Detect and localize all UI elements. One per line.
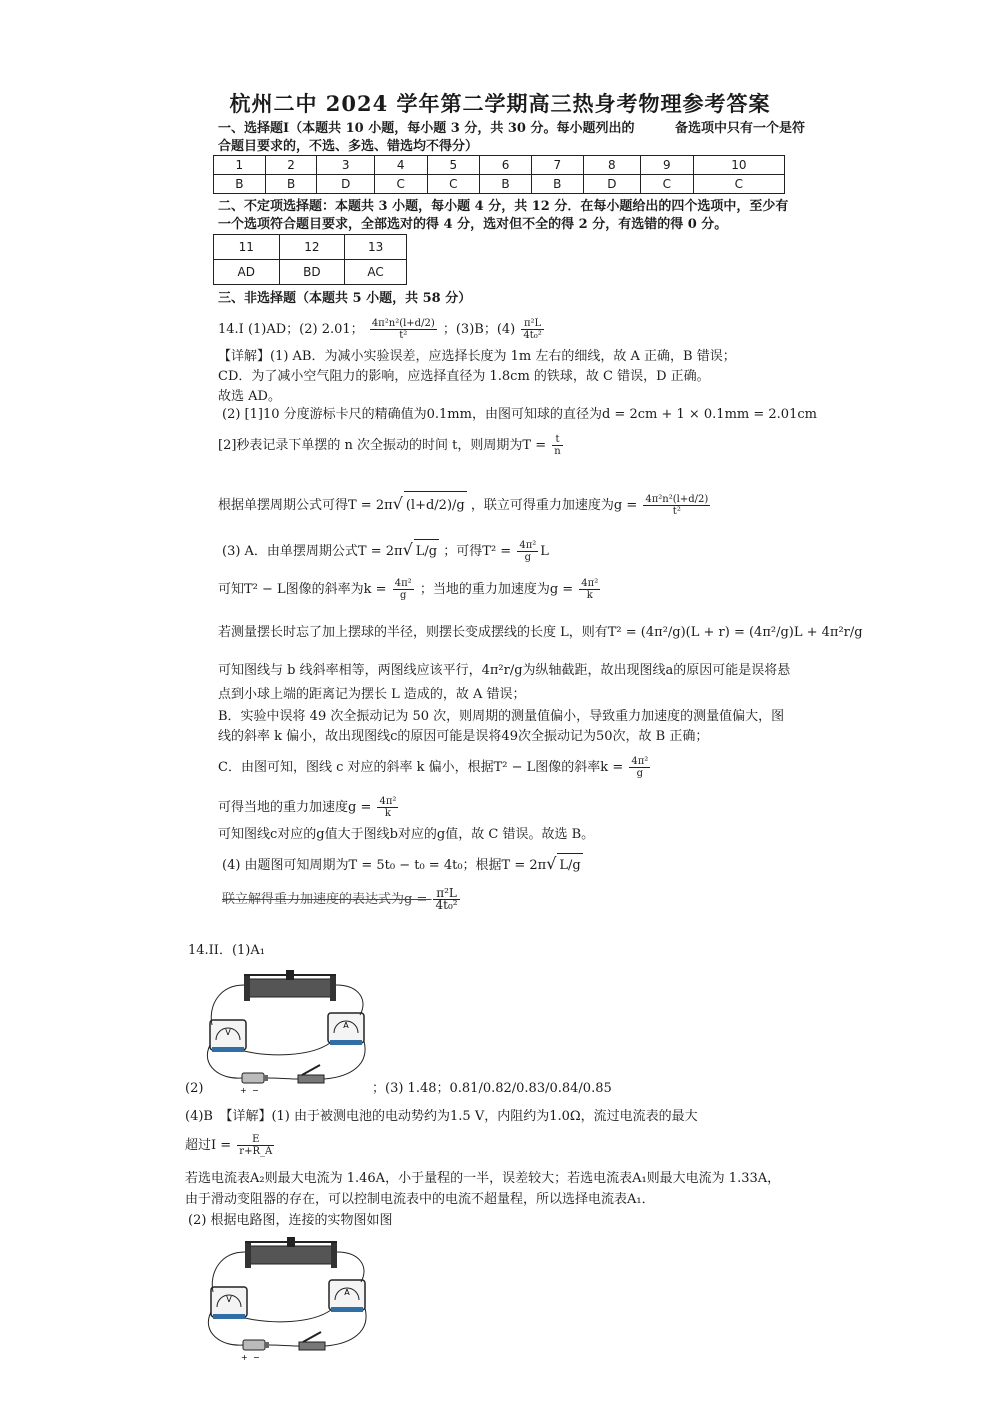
q14i-d6-text-a: 根据单摆周期公式可得T = 2π <box>218 498 393 513</box>
q14i-d8-fraction: $\frac{\text{4π²}}{g}$ <box>394 578 412 601</box>
sec1-heading-b: 备选项中只有一个是符 <box>675 121 806 136</box>
sec1-answer: B <box>480 175 532 194</box>
rheostat-icon <box>244 970 336 1001</box>
q14i-d8-text-a: 可知T² − L图像的斜率为k = <box>218 582 391 597</box>
sec1-number: 7 <box>531 156 583 175</box>
q14ii-detail-2 <box>185 1134 276 1157</box>
q14i-detail-15 <box>218 796 400 820</box>
switch-icon <box>299 1332 325 1350</box>
sec1-number: 6 <box>480 156 532 175</box>
q14i-d8-fraction-2: $\frac{\text{4π²}}{k}$ <box>581 578 599 601</box>
q14i-detail-9: 若测量摆长时忘了加上摆球的半径，则摆长变成摆线的长度 L，则有T² = (4π²/g)(L + r) = (4π²/g)L + 4π²r/g <box>218 625 863 640</box>
q14ii-answer-3: ；(3) 1.48；0.81/0.82/0.83/0.84/0.85 <box>372 1081 612 1096</box>
q14i-detail-14 <box>218 756 652 780</box>
sec2-answer: AD <box>214 260 280 285</box>
q14i-ans-fraction: $\frac{\text{4π²n²(l+d/2)}}{\text{t²}}$ <box>371 318 435 341</box>
q14i-detail-8 <box>218 578 602 602</box>
q14i-d18-text: 联立解得重力加速度的表达式为g = <box>222 892 432 907</box>
q14i-detail-13: 线的斜率 k 偏小，故出现图线c的原因可能是误将49次全振动记为50次，故 B 正确； <box>218 729 709 744</box>
q14i-d5-fraction: $\frac{t}{n}$ <box>554 434 561 457</box>
sec1-number: 3 <box>317 156 374 175</box>
q14ii-detail-5: (2) 根据电路图，连接的实物图如图 <box>188 1213 393 1228</box>
sec1-answer: C <box>374 175 427 194</box>
ammeter-icon <box>329 1280 365 1312</box>
ammeter-icon <box>328 1013 364 1045</box>
q14i-detail-2: CD．为了减小空气阻力的影响，应选择直径为 1.8cm 的铁球，故 C 错误，D 正确。 <box>218 369 710 384</box>
sec1-number: 1 <box>214 156 266 175</box>
sec1-answer: B <box>531 175 583 194</box>
battery-plus-label: + <box>240 1086 247 1095</box>
sec1-number: 5 <box>427 156 480 175</box>
q14i-ans-a: 14.I (1)AD；(2) 2.01； <box>218 322 364 337</box>
q14i-answer-line <box>218 318 546 341</box>
sec2-number: 11 <box>214 235 280 260</box>
q14ii-label-2: (2) <box>185 1081 204 1096</box>
q14i-detail-17 <box>222 852 583 878</box>
sec1-heading-a: 一、选择题Ⅰ（本题共 10 小题，每小题 3 分，共 30 分。每小题列出的 <box>218 121 635 136</box>
sec1-number: 8 <box>583 156 640 175</box>
sec1-number-row <box>214 156 785 175</box>
sec2-heading-a: 二、不定项选择题：本题共 3 小题，每小题 4 分，共 12 分．在每小题给出的四个选项中，至少有 <box>218 199 789 214</box>
q14i-detail-11: 点到小球上端的距离记为摆长 L 造成的，故 A 错误； <box>218 687 526 702</box>
battery-minus-label: − <box>252 1086 259 1095</box>
q14i-d7-fraction: $\frac{\text{4π²}}{g}$ <box>519 540 537 563</box>
sec1-answer: B <box>214 175 266 194</box>
sqrt-sign: √ <box>392 494 403 513</box>
page-title: 杭州二中 2024 学年第二学期高三热身考物理参考答案 <box>229 91 771 116</box>
sec1-answer: D <box>583 175 640 194</box>
q14i-detail-10: 可知图线与 b 线斜率相等，两图线应该平行，4π²r/g为纵轴截距，故出现图线a的原因可能是误将悬 <box>218 663 791 678</box>
sec1-number: 9 <box>641 156 694 175</box>
q14i-d14-fraction: $\frac{\text{4π²}}{g}$ <box>631 756 649 779</box>
q14i-d17-radicand: L/g <box>557 853 582 878</box>
q14i-ans-b: ；(3)B；(4) <box>442 322 516 337</box>
q14i-d7-text-c: L <box>540 544 549 559</box>
q14i-detail-3: 故选 AD。 <box>218 389 281 404</box>
sec1-answer: C <box>427 175 480 194</box>
battery-icon <box>241 1340 269 1362</box>
q14ii-d2-text: 超过I = <box>185 1138 236 1153</box>
q14i-detail-5 <box>218 434 565 458</box>
sec1-heading-c: 合题目要求的，不选、多选、错选均不得分） <box>218 139 479 154</box>
sec1-answer: D <box>317 175 374 194</box>
sec1-answer-table <box>213 155 785 194</box>
q14ii-detail-4: 由于滑动变阻器的存在，可以控制电流表中的电流不超量程，所以选择电流表A₁． <box>185 1192 655 1207</box>
switch-icon <box>298 1065 324 1083</box>
sec2-answer-table <box>213 234 407 285</box>
sec2-number: 13 <box>345 235 407 260</box>
q14ii-detail-3: 若选电流表A₂则最大电流为 1.46A，小于量程的一半，误差较大；若选电流表A₁则最大电流为 1.33A， <box>185 1171 781 1186</box>
q14ii-detail-1: (4)B 【详解】(1) 由于被测电池的电动势约为1.5 V，内阻约为1.0Ω，流过电流表的最大 <box>185 1109 698 1124</box>
battery-minus-label: − <box>253 1353 260 1362</box>
circuit-diagram-2 <box>196 1232 386 1362</box>
sec2-number-row <box>214 235 407 260</box>
voltmeter-symbol: V <box>226 1295 232 1304</box>
sec1-number: 4 <box>374 156 427 175</box>
q14i-detail-4: (2) [1]10 分度游标卡尺的精确值为0.1mm，由图可知球的直径为d = 2cm + 1 × 0.1mm = 2.01cm <box>222 407 817 422</box>
q14i-d18-fraction: $\frac{\text{π²L}}{\text{4t₀²}}$ <box>435 886 458 912</box>
voltmeter-icon <box>210 1020 246 1052</box>
q14i-d6-text-b: ，联立可得重力加速度为g = <box>470 498 642 513</box>
q14i-d17-text: (4) 由题图可知周期为T = 5t₀ − t₀ = 4t₀；根据T = 2π <box>222 858 547 873</box>
q14i-d8-text-b: ；当地的重力加速度为g = <box>419 582 578 597</box>
sec1-answer: B <box>265 175 317 194</box>
ammeter-symbol: A <box>343 1021 349 1030</box>
q14i-d7-text-a: (3) A．由单摆周期公式T = 2π <box>222 544 403 559</box>
rheostat-icon <box>245 1237 337 1268</box>
q14i-detail-6 <box>218 490 712 520</box>
q14i-d5-text: [2]秒表记录下单摆的 n 次全振动的时间 t，则周期为T = <box>218 438 551 453</box>
q14i-d14-text: C．由图可知，图线 c 对应的斜率 k 偏小，根据T² − L图像的斜率k = <box>218 760 628 775</box>
q14ii-d2-fraction: $\frac{E}{r+R\_A}$ <box>239 1134 273 1157</box>
battery-icon <box>240 1073 268 1095</box>
sec2-answer-row <box>214 260 407 285</box>
sec1-answer-row <box>214 175 785 194</box>
sec2-number: 12 <box>279 235 345 260</box>
q14i-d6-radicand: (l+d/2)/g <box>404 491 467 520</box>
q14i-detail-1: 【详解】(1) AB．为减小实验误差，应选择长度为 1m 左右的细线，故 A 正确，B 错误； <box>218 349 736 364</box>
q14i-ans4-fraction: $\frac{\text{π²L}}{\text{4t₀²}}$ <box>523 318 542 341</box>
sec1-answer: C <box>641 175 694 194</box>
sec2-answer: BD <box>279 260 345 285</box>
q14i-d6-fraction: $\frac{\text{4π²n²(l+d/2)}}{\text{t²}}$ <box>645 494 709 517</box>
q14i-detail-12: B．实验中误将 49 次全振动记为 50 次，则周期的测量值偏小，导致重力加速度的测量值偏大，图 <box>218 709 785 724</box>
sqrt-sign: √ <box>546 854 557 873</box>
sec1-number: 10 <box>693 156 784 175</box>
q14i-d15-text: 可得当地的重力加速度g = <box>218 800 376 815</box>
sec3-heading: 三、非选择题（本题共 5 小题，共 58 分） <box>218 291 472 306</box>
voltmeter-symbol: V <box>225 1028 231 1037</box>
sec1-answer: C <box>693 175 784 194</box>
sec1-heading <box>218 120 805 138</box>
sec2-heading-b: 一个选项符合题目要求，全部选对的得 4 分，选对但不全的得 2 分，有选错的得 0 分。 <box>218 217 728 232</box>
sqrt-sign: √ <box>402 540 413 559</box>
sec2-answer: AC <box>345 260 407 285</box>
sec1-number: 2 <box>265 156 317 175</box>
q14i-d7-text-b: ；可得T² = <box>443 544 516 559</box>
q14i-detail-18 <box>222 886 462 914</box>
circuit-diagram-1 <box>200 965 380 1095</box>
q14ii-heading: 14.II．(1)A₁ <box>188 943 265 958</box>
battery-plus-label: + <box>241 1353 248 1362</box>
q14i-detail-16: 可知图线c对应的g值大于图线b对应的g值，故 C 错误。故选 B。 <box>218 827 595 842</box>
q14i-d15-fraction: $\frac{\text{4π²}}{k}$ <box>379 796 397 819</box>
voltmeter-icon <box>211 1287 247 1319</box>
ammeter-symbol: A <box>344 1288 350 1297</box>
q14i-d7-radicand: L/g <box>414 539 439 564</box>
q14i-detail-7 <box>222 538 549 564</box>
